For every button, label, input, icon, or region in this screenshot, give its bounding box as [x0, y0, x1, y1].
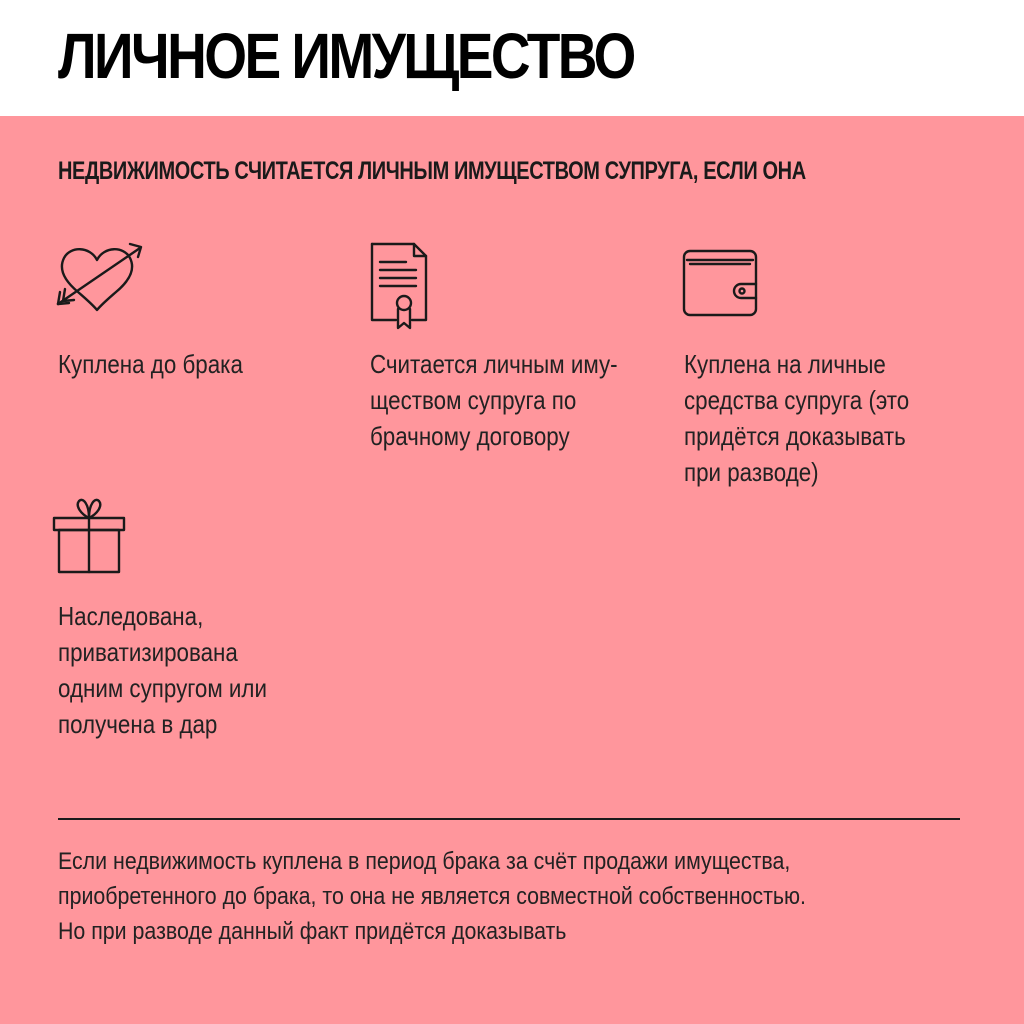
page-title: ЛИЧНОЕ ИМУЩЕСТВО	[58, 20, 634, 92]
heart-arrow-icon	[50, 238, 146, 314]
header	[0, 0, 1024, 116]
section-subtitle: НЕДВИЖИМОСТЬ СЧИТАЕТСЯ ЛИЧНЫМ ИМУЩЕСТВОМ СУПРУГА, ЕСЛИ ОНА	[58, 157, 806, 185]
divider	[58, 818, 960, 820]
item-text-personal-funds: Куплена на личные средства супруга (это придётся доказывать при разводе)	[684, 349, 910, 487]
content-panel	[0, 116, 1024, 1024]
wallet-icon	[681, 248, 759, 318]
footnote: Если недвижимость куплена в период брака за счёт продажи имущества, приобретенного до брака, то она не является совместной собственностью. Но при разводе данный факт придётся доказывать	[58, 848, 806, 945]
gift-icon	[51, 496, 127, 576]
item-text-marriage-contract: Считается личным иму- ществом супруга по брачному договору	[370, 349, 618, 451]
item-text-bought-before-marriage: Куплена до брака	[58, 349, 243, 379]
item-text-inherited-or-gifted: Наследована, приватизирована одним супругом или получена в дар	[58, 601, 267, 739]
certificate-document-icon	[366, 240, 432, 332]
